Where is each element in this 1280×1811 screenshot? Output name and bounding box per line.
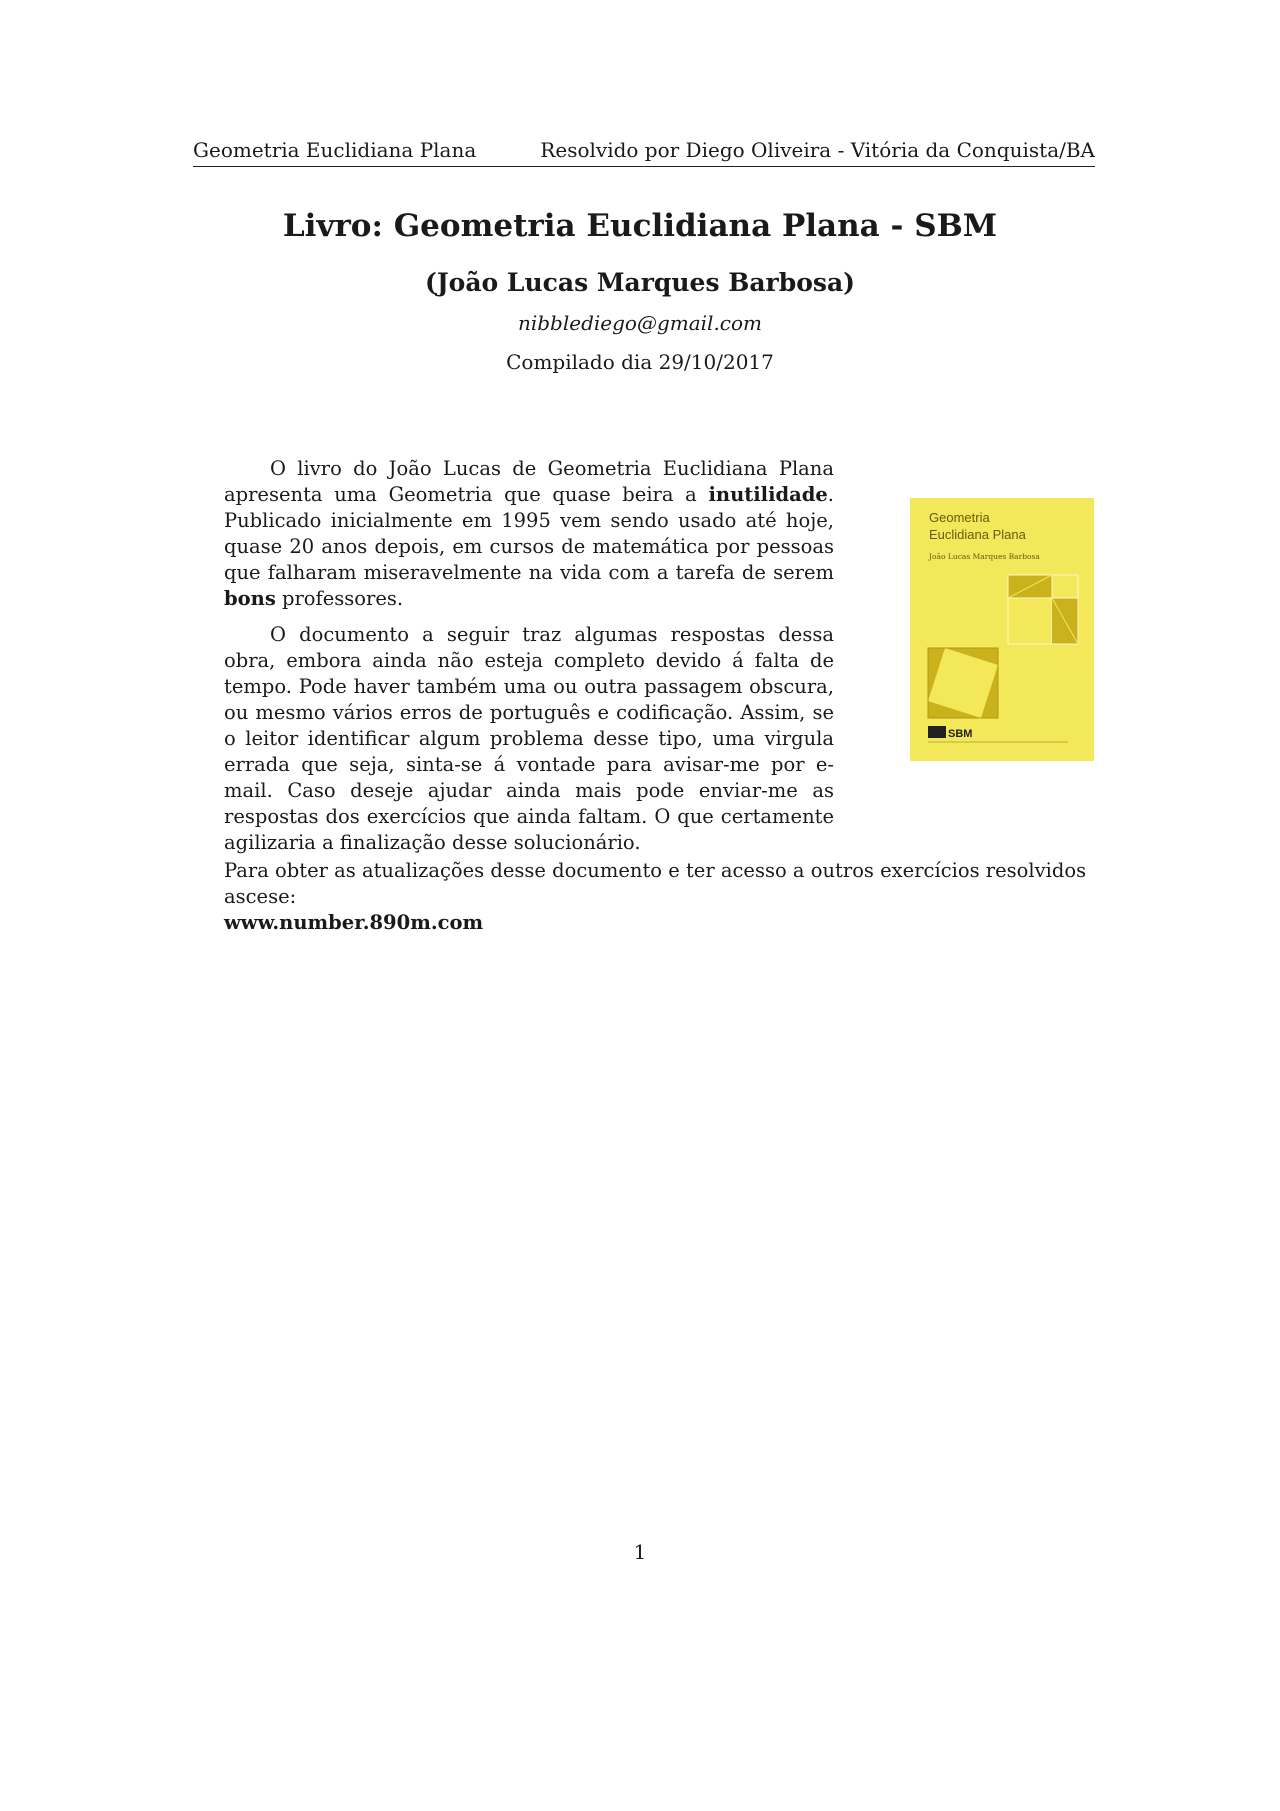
paragraph-1-bold-2: bons — [224, 587, 276, 610]
cover-geometry-art — [910, 498, 1094, 761]
page-number: 1 — [633, 1540, 647, 1564]
cover-author: João Lucas Marques Barbosa — [929, 552, 1040, 561]
cover-brand: SBM — [948, 728, 973, 740]
website-link[interactable]: www.number.890m.com — [224, 911, 484, 934]
running-header — [193, 136, 1095, 167]
cover-title: Geometria Euclidiana Plana — [929, 510, 1026, 542]
document-title: Livro: Geometria Euclidiana Plana - SBM — [282, 208, 998, 244]
paragraph-1-part-3: professores. — [275, 587, 404, 610]
intro-text — [224, 456, 834, 866]
header-right: Resolvido por Diego Oliveira - Vitória da Conquista/BA — [540, 138, 1095, 162]
paragraph-1-part-2: . Publicado inicialmente em 1995 vem sendo usado até hoje, quase 20 anos depois, em cursos de matemática por pessoas que falharam miseravelmente na vida com a tarefa de serem — [224, 483, 834, 584]
footer-note-text: Para obter as atualizações desse documento e ter acesso a outros exercícios resolvidos ascese: — [224, 859, 1087, 908]
paragraph-2: O documento a seguir traz algumas respostas dessa obra, embora ainda não esteja completo devido á falta de tempo. Pode haver também uma ou outra passagem obscura, ou mesmo vários erros de português e codificação. Assim, se o leitor identificar algum problema desse tipo, uma virgula errada que seja, sinta-se á vontade para avisar-me por e-mail. Caso deseje ajudar ainda mais pode enviar-me as respostas dos exercícios que ainda faltam. O que certamente agilizaria a finalização desse solucionário. — [224, 623, 834, 854]
paragraph-1-bold-1: inutilidade — [708, 483, 828, 506]
book-cover-image — [910, 498, 1094, 761]
header-left: Geometria Euclidiana Plana — [193, 138, 477, 162]
footer-note — [224, 858, 1104, 936]
author-email: nibblediego@gmail.com — [517, 311, 763, 335]
compiled-date: Compilado dia 29/10/2017 — [506, 350, 774, 374]
document-subtitle: (João Lucas Marques Barbosa) — [424, 268, 855, 297]
paragraph-1-part-1: O livro do João Lucas de Geometria Euclidiana Plana apresenta uma Geometria que quase beira a — [224, 457, 834, 506]
paragraph-1 — [224, 456, 834, 612]
